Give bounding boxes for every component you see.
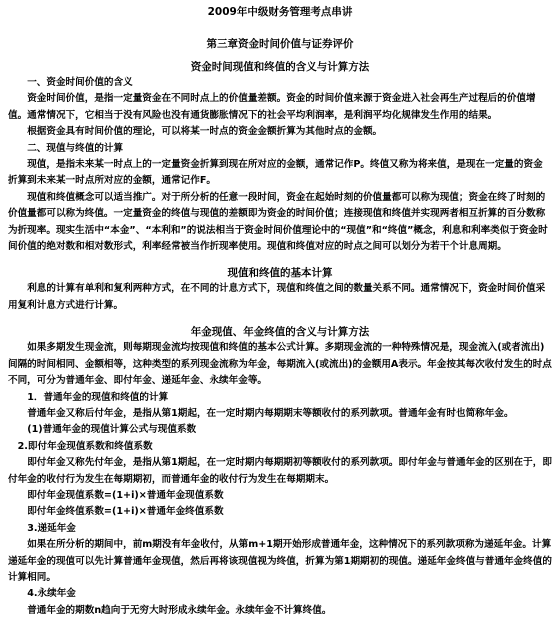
formula: 即付年金现值系数=(1+i)×普通年金现值系数 — [27, 489, 224, 501]
document-title: 2009年中级财务管理考点串讲 — [207, 6, 353, 18]
paragraph: 资金时间价值，是指一定量资金在不同时点上的价值量差额。资金的时间价值来源于资金进入社会再生产过程后的价值增值。通常情况下，它相当于没有风险也没有通货膨胀情况下的社会平均利润率，是利润平均化规律发生作用的结果。 — [8, 93, 536, 121]
subheading: (1)普通年金的现值计算公式与现值系数 — [27, 424, 197, 436]
paragraph: 如果多期发生现金流，则每期现金流均按现值和终值的基本公式计算。多期现金流的一种特殊情况是，现金流入(或者流出)间隔的时间相同、金额相等，这种类型的系列现金流称为年金，每期流入(或流出)的金额用A表示。年金按其每次收付发生的时点不同，可分为普通年金、即付年金、递延年金、永续年金等。 — [8, 342, 552, 387]
section-heading: 资金时间现值和终值的含义与计算方法 — [190, 61, 370, 73]
paragraph: 现值和终值概念可以适当推广。对于所分析的任意一段时间，资金在起始时刻的价值量都可以称为现值；资金在终了时刻的价值量都可以称为终值。一定量资金的终值与现值的差额即为资金的时间价值；连接现值和终值并实现两者相互折算的百分数称为折现率。现实生活中“本金”、“本利和”的说法相当于资金时间价值理论中的“现值”和“终值”概念，利息和利率类似于资金时间价值的绝对数和相对数形式，利率经常被当作折现率使用。现值和终值对应的时点之间可以划分为若干个计息周期。 — [8, 191, 548, 253]
paragraph: 如果在所分析的期间中，前m期没有年金收付，从第m+1期开始形成普通年金，这种情况下的系列款项称为递延年金。计算递延年金的现值可以先计算普通年金现值，然后再将该现值视为终值，折算为第1期期初的现值。递延年金终值与普通年金终值的计算相同。 — [8, 539, 552, 583]
paragraph: 普通年金的期数n趋向于无穷大时形成永续年金。永续年金不计算终值。 — [27, 604, 332, 616]
subheading: 1．普通年金的现值和终值的计算 — [27, 391, 169, 403]
subheading: 4.永续年金 — [27, 588, 76, 600]
paragraph: 现值，是指未来某一时点上的一定量资金折算到现在所对应的金额，通常记作P。终值又称为将来值，是现在一定量的资金折算到未来某一时点所对应的金额，通常记作F。 — [8, 159, 543, 187]
subheading: 一、资金时间价值的含义 — [27, 77, 133, 88]
subheading: 3.递延年金 — [27, 522, 76, 534]
section-heading: 现值和终值的基本计算 — [227, 267, 333, 280]
paragraph: 即付年金又称先付年金，是指从第1期起，在一定时期内每期期初等额收付的系列款项。即付年金与普通年金的区别在于，即付年金的收付行为发生在每期期初，而普通年金的收付行为发生在每期期末。 — [8, 457, 552, 485]
subheading: 2.即付年金现值系数和终值系数 — [17, 440, 153, 452]
section-heading: 年金现值、年金终值的含义与计算方法 — [190, 326, 370, 339]
paragraph: 利息的计算有单利和复利两种方式，在不同的计息方式下，现值和终值之间的数量关系不同。通常情况下，资金时间价值采用复利计息方式进行计算。 — [8, 283, 546, 311]
formula: 即付年金终值系数=(1+i)×普通年金终值系数 — [27, 506, 224, 518]
subheading: 二、现值与终值的计算 — [27, 142, 124, 154]
paragraph: 根据资金具有时间价值的理论，可以将某一时点的资金金额折算为其他时点的金额。 — [27, 126, 383, 138]
chapter-title: 第三章资金时间价值与证券评价 — [206, 38, 354, 50]
paragraph: 普通年金又称后付年金，是指从第1期起，在一定时期内每期期末等额收付的系列款项。普通年金有时也简称年金。 — [27, 407, 514, 419]
